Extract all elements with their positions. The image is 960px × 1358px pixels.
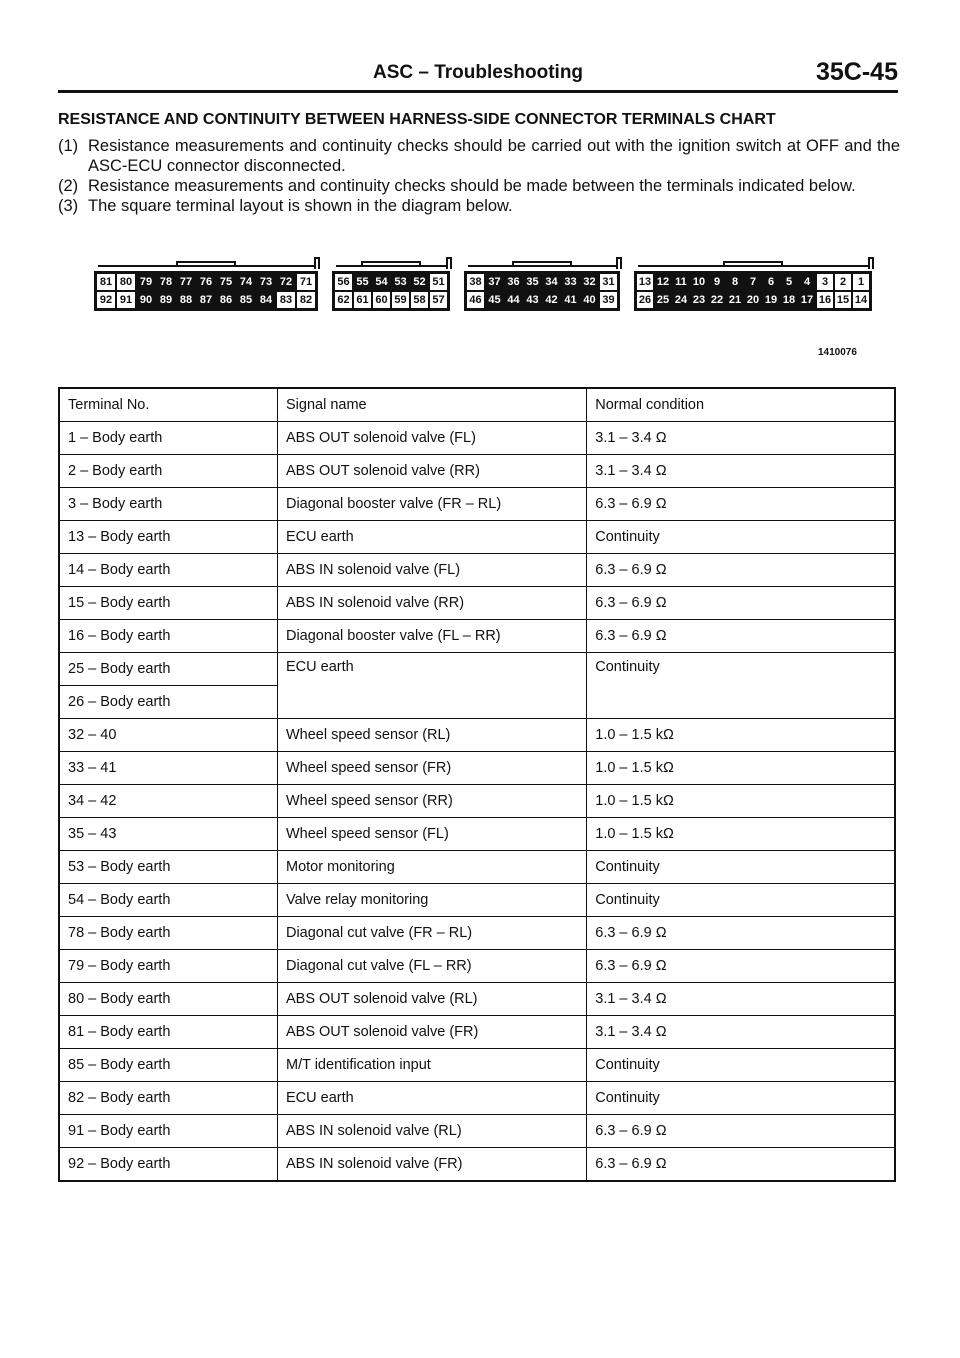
condition-cell: 6.3 – 6.9 Ω [587, 587, 895, 620]
signal-cell: ECU earth [277, 521, 586, 554]
table-row [59, 983, 895, 1016]
terminal-pin: 11 [672, 273, 690, 291]
terminal-pin: 56 [334, 273, 353, 291]
table-row [59, 521, 895, 554]
terminal-pin: 87 [196, 291, 216, 309]
column-header-terminal: Terminal No. [59, 388, 277, 422]
note-number: (2) [58, 177, 79, 195]
terminal-pin: 41 [561, 291, 580, 309]
signal-cell: Diagonal cut valve (FR – RL) [277, 917, 586, 950]
condition-cell: Continuity [587, 653, 895, 719]
terminal-pin: 51 [429, 273, 448, 291]
terminal-pin: 36 [504, 273, 523, 291]
terminal-pin: 39 [599, 291, 618, 309]
terminal-pin: 59 [391, 291, 410, 309]
terminal-pin: 15 [834, 291, 852, 309]
terminal-cell: 92 – Body earth [59, 1148, 277, 1182]
terminal-cell: 14 – Body earth [59, 554, 277, 587]
terminal-pin: 32 [580, 273, 599, 291]
table-row [59, 554, 895, 587]
note-text: The square terminal layout is shown in the diagram below. [88, 197, 513, 215]
terminal-pin: 76 [196, 273, 216, 291]
note-text: Resistance measurements and continuity checks should be made between the terminals indicated below. [88, 177, 856, 195]
terminal-pin: 74 [236, 273, 256, 291]
terminal-pin: 84 [256, 291, 276, 309]
table-row [59, 884, 895, 917]
connector-block [634, 257, 872, 311]
signal-cell: ABS OUT solenoid valve (RL) [277, 983, 586, 1016]
terminal-cell: 33 – 41 [59, 752, 277, 785]
connector-terminal-diagram [94, 257, 868, 327]
column-header-signal: Signal name [277, 388, 586, 422]
terminal-pin: 90 [136, 291, 156, 309]
condition-cell: 1.0 – 1.5 kΩ [587, 818, 895, 851]
terminal-cell: 82 – Body earth [59, 1082, 277, 1115]
table-row [59, 620, 895, 653]
signal-cell: Diagonal cut valve (FL – RR) [277, 950, 586, 983]
terminal-cell: 26 – Body earth [59, 686, 277, 719]
page-number: 35C-45 [816, 58, 898, 86]
terminal-pin: 82 [296, 291, 316, 309]
condition-cell: 1.0 – 1.5 kΩ [587, 785, 895, 818]
terminal-pin: 25 [654, 291, 672, 309]
terminal-cell: 91 – Body earth [59, 1115, 277, 1148]
terminal-pin: 91 [116, 291, 136, 309]
terminal-pin: 20 [744, 291, 762, 309]
condition-cell: 1.0 – 1.5 kΩ [587, 752, 895, 785]
terminal-cell: 81 – Body earth [59, 1016, 277, 1049]
condition-cell: Continuity [587, 521, 895, 554]
terminal-pin: 42 [542, 291, 561, 309]
terminal-pin: 45 [485, 291, 504, 309]
signal-cell: Wheel speed sensor (RL) [277, 719, 586, 752]
note-item [58, 176, 900, 196]
signal-cell: ABS IN solenoid valve (RR) [277, 587, 586, 620]
table-row [59, 653, 895, 686]
connector-block [464, 257, 620, 311]
table-row [59, 1148, 895, 1182]
terminal-pin: 78 [156, 273, 176, 291]
terminal-pin: 37 [485, 273, 504, 291]
terminal-pin: 73 [256, 273, 276, 291]
terminal-pin: 55 [353, 273, 372, 291]
condition-cell: 6.3 – 6.9 Ω [587, 1148, 895, 1182]
terminal-pin: 75 [216, 273, 236, 291]
terminal-pin: 62 [334, 291, 353, 309]
terminal-pin: 14 [852, 291, 870, 309]
terminal-cell: 80 – Body earth [59, 983, 277, 1016]
condition-cell: 3.1 – 3.4 Ω [587, 1016, 895, 1049]
terminal-pin: 77 [176, 273, 196, 291]
terminal-pin: 83 [276, 291, 296, 309]
note-item [58, 136, 900, 176]
terminal-pin: 61 [353, 291, 372, 309]
terminal-cell: 53 – Body earth [59, 851, 277, 884]
terminal-pin: 38 [466, 273, 485, 291]
table-row [59, 1115, 895, 1148]
condition-cell: 6.3 – 6.9 Ω [587, 917, 895, 950]
signal-cell: Motor monitoring [277, 851, 586, 884]
signal-cell: Wheel speed sensor (RR) [277, 785, 586, 818]
terminal-cell: 25 – Body earth [59, 653, 277, 686]
terminal-cell: 85 – Body earth [59, 1049, 277, 1082]
table-row [59, 587, 895, 620]
connector-block [332, 257, 450, 311]
condition-cell: Continuity [587, 1082, 895, 1115]
table-row [59, 785, 895, 818]
terminal-cell: 32 – 40 [59, 719, 277, 752]
terminal-pin: 52 [410, 273, 429, 291]
terminal-pin: 92 [96, 291, 116, 309]
table-row [59, 422, 895, 455]
page-title: ASC – Troubleshooting [372, 62, 584, 83]
table-row [59, 1016, 895, 1049]
column-header-condition: Normal condition [587, 388, 895, 422]
terminal-pin: 40 [580, 291, 599, 309]
condition-cell: 3.1 – 3.4 Ω [587, 455, 895, 488]
terminal-pin: 2 [834, 273, 852, 291]
terminal-pin: 21 [726, 291, 744, 309]
signal-cell: ABS IN solenoid valve (FR) [277, 1148, 586, 1182]
connector-block [94, 257, 318, 311]
condition-cell: 1.0 – 1.5 kΩ [587, 719, 895, 752]
terminal-pin: 44 [504, 291, 523, 309]
signal-cell: ABS OUT solenoid valve (FL) [277, 422, 586, 455]
note-text: Resistance measurements and continuity checks should be carried out with the ignition switch at OFF and the ASC-ECU connector disconnected. [88, 137, 900, 175]
terminal-pin: 54 [372, 273, 391, 291]
condition-cell: Continuity [587, 1049, 895, 1082]
terminal-pin: 53 [391, 273, 410, 291]
condition-cell: 6.3 – 6.9 Ω [587, 554, 895, 587]
condition-cell: 6.3 – 6.9 Ω [587, 488, 895, 521]
table-header-row [59, 388, 895, 422]
terminal-pin: 33 [561, 273, 580, 291]
table-row [59, 455, 895, 488]
terminal-pin: 31 [599, 273, 618, 291]
signal-cell: Wheel speed sensor (FR) [277, 752, 586, 785]
condition-cell: 6.3 – 6.9 Ω [587, 950, 895, 983]
table-row [59, 1082, 895, 1115]
terminal-pin: 16 [816, 291, 834, 309]
terminal-pin: 23 [690, 291, 708, 309]
terminal-cell: 3 – Body earth [59, 488, 277, 521]
table-row [59, 917, 895, 950]
table-row [59, 950, 895, 983]
page-header [58, 60, 898, 93]
signal-cell: ABS IN solenoid valve (RL) [277, 1115, 586, 1148]
terminal-pin: 60 [372, 291, 391, 309]
signal-cell: ECU earth [277, 1082, 586, 1115]
terminal-pin: 18 [780, 291, 798, 309]
terminal-pin: 1 [852, 273, 870, 291]
signal-cell: ECU earth [277, 653, 586, 719]
resistance-continuity-table [58, 387, 896, 1182]
signal-cell: ABS OUT solenoid valve (RR) [277, 455, 586, 488]
terminal-pin: 12 [654, 273, 672, 291]
terminal-cell: 35 – 43 [59, 818, 277, 851]
note-item [58, 196, 900, 216]
terminal-pin: 80 [116, 273, 136, 291]
note-number: (1) [58, 137, 79, 155]
terminal-pin: 88 [176, 291, 196, 309]
signal-cell: Valve relay monitoring [277, 884, 586, 917]
terminal-pin: 35 [523, 273, 542, 291]
terminal-cell: 79 – Body earth [59, 950, 277, 983]
terminal-pin: 10 [690, 273, 708, 291]
terminal-pin: 4 [798, 273, 816, 291]
terminal-pin: 7 [744, 273, 762, 291]
signal-cell: Wheel speed sensor (FL) [277, 818, 586, 851]
terminal-pin: 5 [780, 273, 798, 291]
terminal-pin: 86 [216, 291, 236, 309]
condition-cell: Continuity [587, 851, 895, 884]
terminal-pin: 79 [136, 273, 156, 291]
signal-cell: ABS OUT solenoid valve (FR) [277, 1016, 586, 1049]
signal-cell: Diagonal booster valve (FL – RR) [277, 620, 586, 653]
terminal-pin: 26 [636, 291, 654, 309]
condition-cell: 6.3 – 6.9 Ω [587, 1115, 895, 1148]
terminal-pin: 17 [798, 291, 816, 309]
terminal-pin: 9 [708, 273, 726, 291]
terminal-pin: 6 [762, 273, 780, 291]
terminal-cell: 15 – Body earth [59, 587, 277, 620]
signal-cell: ABS IN solenoid valve (FL) [277, 554, 586, 587]
terminal-cell: 1 – Body earth [59, 422, 277, 455]
terminal-pin: 71 [296, 273, 316, 291]
terminal-cell: 34 – 42 [59, 785, 277, 818]
terminal-pin: 22 [708, 291, 726, 309]
section-title: RESISTANCE AND CONTINUITY BETWEEN HARNESS-SIDE CONNECTOR TERMINALS CHART [58, 111, 776, 128]
terminal-cell: 54 – Body earth [59, 884, 277, 917]
terminal-pin: 81 [96, 273, 116, 291]
terminal-pin: 46 [466, 291, 485, 309]
terminal-pin: 89 [156, 291, 176, 309]
table-row [59, 752, 895, 785]
terminal-pin: 19 [762, 291, 780, 309]
terminal-pin: 34 [542, 273, 561, 291]
table-row [59, 719, 895, 752]
terminal-pin: 85 [236, 291, 256, 309]
condition-cell: Continuity [587, 884, 895, 917]
notes-list [58, 136, 900, 216]
table-row [59, 488, 895, 521]
terminal-cell: 2 – Body earth [59, 455, 277, 488]
terminal-cell: 13 – Body earth [59, 521, 277, 554]
terminal-pin: 57 [429, 291, 448, 309]
signal-cell: Diagonal booster valve (FR – RL) [277, 488, 586, 521]
table-row [59, 818, 895, 851]
terminal-pin: 3 [816, 273, 834, 291]
terminal-pin: 8 [726, 273, 744, 291]
signal-cell: M/T identification input [277, 1049, 586, 1082]
terminal-cell: 78 – Body earth [59, 917, 277, 950]
terminal-pin: 58 [410, 291, 429, 309]
condition-cell: 3.1 – 3.4 Ω [587, 983, 895, 1016]
condition-cell: 3.1 – 3.4 Ω [587, 422, 895, 455]
diagram-code: 1410076 [818, 347, 857, 358]
terminal-pin: 43 [523, 291, 542, 309]
terminal-cell: 16 – Body earth [59, 620, 277, 653]
terminal-pin: 13 [636, 273, 654, 291]
table-row [59, 1049, 895, 1082]
note-number: (3) [58, 197, 79, 215]
terminal-pin: 72 [276, 273, 296, 291]
condition-cell: 6.3 – 6.9 Ω [587, 620, 895, 653]
table-row [59, 851, 895, 884]
terminal-pin: 24 [672, 291, 690, 309]
